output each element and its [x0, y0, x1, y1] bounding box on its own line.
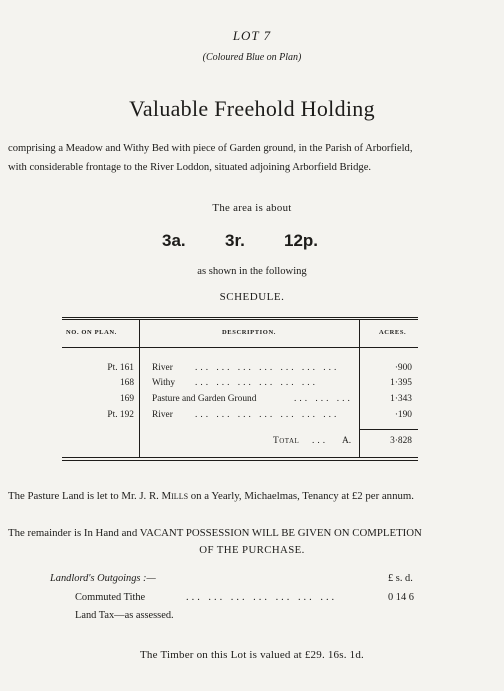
- header-plan: NO. ON PLAN.: [66, 329, 117, 336]
- tenant-name: Mills: [161, 490, 189, 502]
- area-acres: 3a.: [162, 231, 186, 250]
- total-value: 3·828: [390, 436, 412, 446]
- lot-title: LOT 7: [232, 28, 272, 43]
- row-1-dots: ... ... ... ... ... ... ...: [195, 363, 340, 373]
- description-line-2: with considerable frontage to the River Loddon, situated adjoining Arborfield Bridge.: [8, 162, 372, 173]
- schedule-table: [62, 317, 418, 464]
- row-3-dots: ... ... ...: [294, 394, 353, 404]
- row-2-description: Withy: [152, 378, 176, 388]
- row-3-plan: 169: [119, 394, 134, 404]
- table-rule-bottom: [62, 457, 418, 458]
- pasture-note: [8, 490, 498, 502]
- table-divider-2: [359, 319, 360, 457]
- row-3-description: Pasture and Garden Ground: [152, 394, 257, 404]
- pasture-note-post: on a Yearly, Michaelmas, Tenancy at £2 per annum.: [188, 490, 414, 502]
- row-2-dots: ... ... ... ... ... ...: [195, 378, 318, 388]
- currency-header: £ s. d.: [388, 573, 413, 584]
- row-4-description: River: [152, 410, 173, 420]
- pasture-note-pre: The Pasture Land is let to Mr. J. R.: [8, 490, 162, 502]
- row-2-plan: 168: [119, 378, 134, 388]
- headline: Valuable Freehold Holding: [129, 96, 375, 121]
- row-1-plan: Pt. 161: [107, 363, 134, 373]
- remainder-note-line-1: The remainder is In Hand and VACANT POSSESSION WILL BE GIVEN ON COMPLETION: [8, 527, 422, 539]
- total-label: Total: [273, 436, 300, 446]
- area-roods: 3r.: [225, 231, 245, 250]
- land-tax: Land Tax—as assessed.: [75, 610, 174, 621]
- coloured-note: (Coloured Blue on Plan): [202, 52, 302, 63]
- area-perches: 12p.: [284, 231, 319, 250]
- row-3-acres: 1·343: [390, 394, 412, 404]
- table-divider-1: [139, 319, 140, 457]
- shown-text: as shown in the following: [197, 266, 307, 277]
- total-rule: [360, 429, 418, 430]
- row-4-acres: ·190: [394, 410, 412, 420]
- row-4-dots: ... ... ... ... ... ... ...: [195, 410, 340, 420]
- header-acres: ACRES.: [379, 329, 407, 336]
- description-paragraph: [8, 139, 496, 177]
- tithe-value: 0 14 6: [388, 592, 414, 603]
- row-2-acres: 1·395: [390, 378, 412, 388]
- row-1-acres: ·900: [394, 363, 412, 373]
- header-description: DESCRIPTION.: [222, 329, 276, 336]
- row-4-plan: Pt. 192: [107, 410, 134, 420]
- table-rule-header: [62, 347, 418, 348]
- tithe-dots: ... ... ... ... ... ... ...: [186, 592, 338, 603]
- row-1-description: River: [152, 363, 173, 373]
- remainder-note-line-2: OF THE PURCHASE.: [199, 544, 305, 556]
- tithe-label: Commuted Tithe: [75, 592, 146, 603]
- timber-note: The Timber on this Lot is valued at £29. 16s. 1d.: [140, 649, 364, 661]
- schedule-label: SCHEDULE.: [219, 291, 285, 303]
- outgoings-title: Landlord's Outgoings :—: [50, 573, 156, 584]
- table-rule-top-double: [62, 319, 418, 320]
- total-unit: A.: [342, 436, 352, 446]
- table-rule-bottom-double: [62, 460, 418, 461]
- total-dots: ...: [312, 436, 329, 446]
- table-rule-top: [62, 317, 418, 318]
- area-intro: The area is about: [212, 202, 292, 214]
- description-line-1: comprising a Meadow and Withy Bed with piece of Garden ground, in the Parish of Arborfield,: [8, 143, 413, 154]
